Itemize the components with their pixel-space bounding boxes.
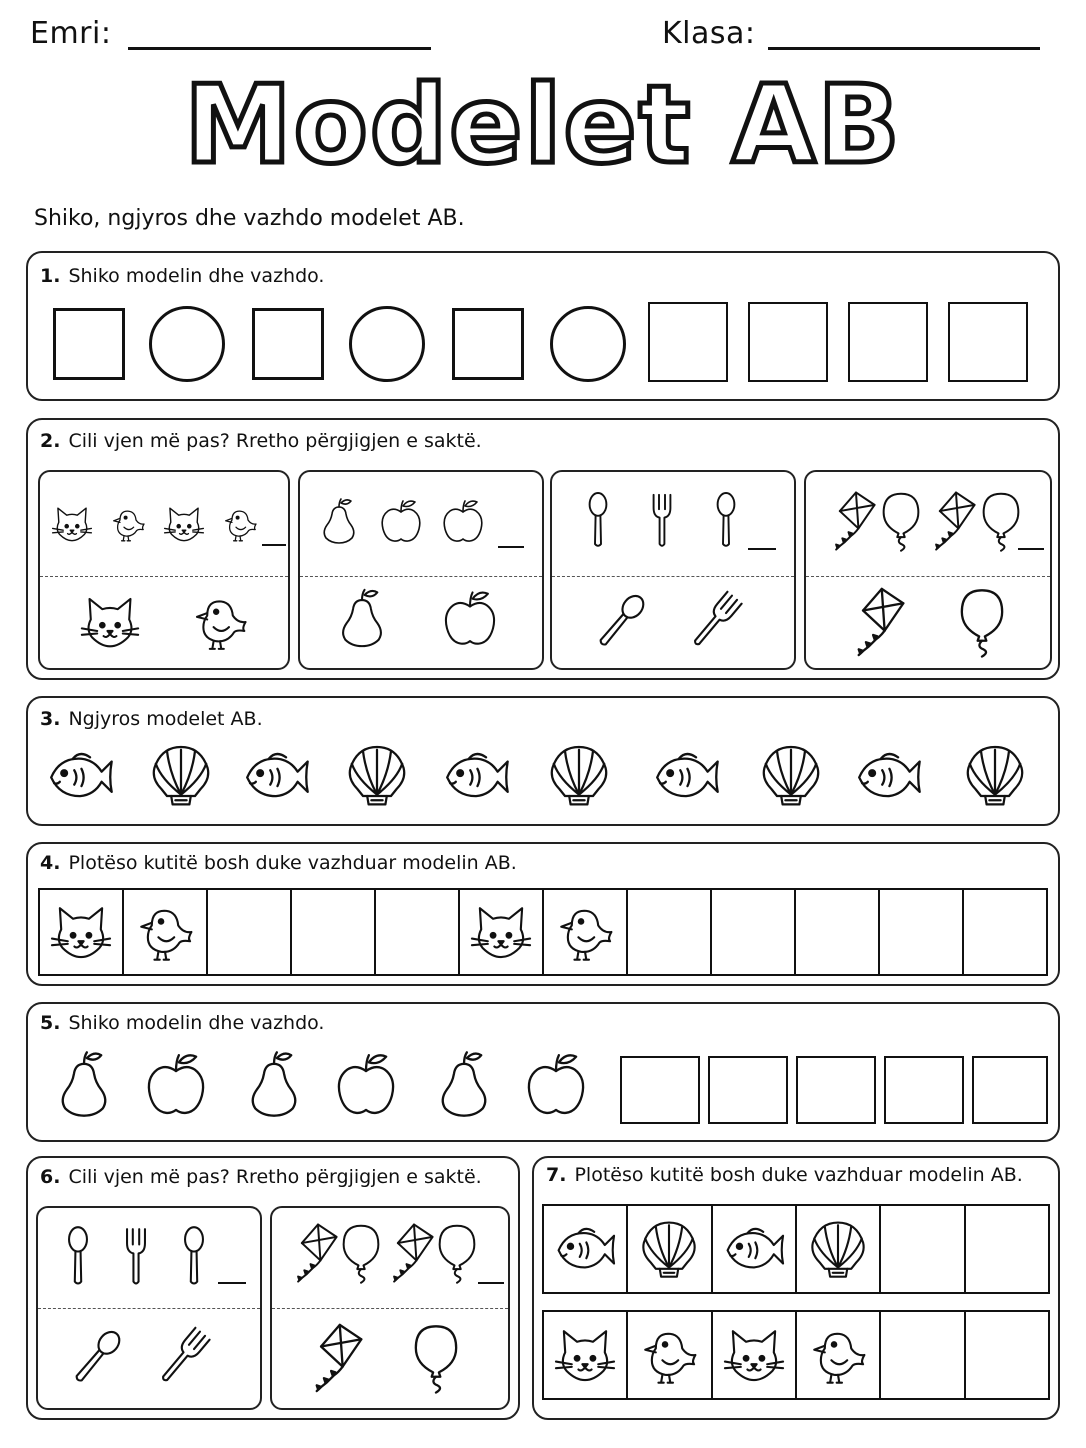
circle-shape [550,306,626,382]
spoon-icon [696,490,756,550]
fork-icon[interactable] [682,588,748,654]
answer-blank[interactable] [478,1282,504,1284]
section-1-panel [26,251,1060,401]
empty-answer-box[interactable] [880,890,964,974]
square-shape [452,308,524,380]
section-2-question [40,430,482,452]
bird-icon[interactable] [188,590,252,654]
section-5-text: Shiko modelin dhe vazhdo. [68,1012,325,1034]
pattern-cell [628,1206,712,1292]
empty-answer-box[interactable] [964,890,1046,974]
pear-icon [48,1048,120,1120]
square-shape [252,308,324,380]
square-shape [53,308,125,380]
empty-answer-box[interactable] [966,1312,1048,1398]
dashed-divider [300,576,542,577]
answer-blank[interactable] [218,1282,246,1284]
spoon-icon [568,490,628,550]
instruction: Shiko, ngjyros dhe vazhdo modelet AB. [34,206,465,231]
empty-answer-box[interactable] [628,890,712,974]
fish-icon[interactable] [852,740,924,812]
dashed-divider [552,576,794,577]
fish-icon [552,1216,618,1282]
section-3-text: Ngjyros modelet AB. [68,708,263,730]
pattern-cell [544,1206,628,1292]
fish-icon[interactable] [44,740,116,812]
fish-icon[interactable] [650,740,722,812]
answer-blank[interactable] [748,548,776,550]
answer-box[interactable] [648,302,728,382]
bird-icon [552,899,618,965]
empty-answer-box[interactable] [208,890,292,974]
dashed-divider [806,576,1050,577]
answer-box[interactable] [848,302,928,382]
cat-icon [48,899,114,965]
bird-icon [108,504,148,544]
page-title: Modelet AB [184,63,902,188]
kite-icon[interactable] [298,1322,370,1394]
section-5-question [40,1012,324,1034]
choice-card [36,1206,262,1410]
shell-icon[interactable] [146,740,216,810]
pattern-row [542,1204,1050,1294]
fish-icon [721,1216,787,1282]
balloon-icon[interactable] [400,1322,472,1394]
circle-shape [349,306,425,382]
cat-icon [721,1322,787,1388]
choice-card [38,470,290,670]
pattern-cell [713,1206,797,1292]
section-5-number: 5. [40,1012,61,1034]
section-6-panel [26,1156,520,1420]
pear-icon [428,1048,500,1120]
pear-icon [314,496,364,546]
cat-icon [50,502,94,546]
bird-icon [636,1322,702,1388]
dashed-divider [272,1308,508,1309]
section-6-number: 6. [40,1166,61,1188]
section-6-text: Cili vjen më pas? Rretho përgjigjen e saktë. [68,1166,482,1188]
bird-icon [220,504,260,544]
empty-answer-box[interactable] [881,1312,965,1398]
fish-icon[interactable] [240,740,312,812]
section-7-text: Plotëso kutitë bosh duke vazhduar modelin AB. [574,1164,1023,1186]
spoon-icon [162,1224,226,1288]
answer-blank[interactable] [498,546,524,548]
spoon-icon [46,1224,110,1288]
empty-answer-box[interactable] [712,890,796,974]
answer-box[interactable] [620,1056,700,1124]
pattern-cell [544,1312,628,1398]
answer-box[interactable] [748,302,828,382]
section-3-number: 3. [40,708,61,730]
empty-answer-box[interactable] [966,1206,1048,1292]
class-line[interactable] [768,47,1040,50]
fork-icon [104,1224,168,1288]
section-3-question [40,708,263,730]
pattern-cell [124,890,208,974]
class-label: Klasa: [662,16,756,51]
pattern-cell [40,890,124,974]
section-4-panel [26,842,1060,986]
shell-icon[interactable] [960,740,1030,810]
answer-blank[interactable] [262,544,286,546]
name-line[interactable] [128,47,431,50]
section-1-number: 1. [40,265,61,287]
answer-box[interactable] [948,302,1028,382]
choice-card [804,470,1052,670]
balloon-icon [426,1222,488,1284]
pattern-row [38,888,1048,976]
pattern-cell [460,890,544,974]
pear-icon [238,1048,310,1120]
section-4-number: 4. [40,852,61,874]
section-5-panel [26,1002,1060,1142]
balloon-icon [970,490,1032,552]
pattern-cell [544,890,628,974]
pattern-cell [713,1312,797,1398]
section-7-number: 7. [546,1164,567,1186]
pattern-cell [797,1312,881,1398]
apple-icon [140,1048,212,1120]
section-2-panel [26,418,1060,680]
section-1-text: Shiko modelin dhe vazhdo. [68,265,325,287]
bird-icon [805,1322,871,1388]
cat-icon [468,899,534,965]
name-label: Emri: [30,16,112,51]
fork-icon [632,490,692,550]
section-7-question [546,1164,1023,1186]
dashed-divider [38,1308,260,1309]
section-3-panel [26,696,1060,826]
empty-answer-box[interactable] [376,890,460,974]
cat-icon[interactable] [78,590,142,654]
shell-icon[interactable] [544,740,614,810]
cat-icon [162,502,206,546]
shell-icon[interactable] [342,740,412,810]
bird-icon [132,899,198,965]
fork-icon[interactable] [150,1324,216,1390]
circle-shape [149,306,225,382]
answer-box[interactable] [796,1056,876,1124]
kite-icon[interactable] [840,586,912,658]
choice-card [550,470,796,670]
answer-blank[interactable] [1018,548,1044,550]
answer-box[interactable] [884,1056,964,1124]
fish-icon[interactable] [440,740,512,812]
answer-box[interactable] [972,1056,1048,1124]
section-7-panel [532,1156,1060,1420]
shell-icon [636,1216,702,1282]
shell-icon[interactable] [756,740,826,810]
spoon-icon[interactable] [588,588,654,654]
apple-icon [330,1048,402,1120]
section-6-question [40,1166,482,1188]
pattern-cell [628,1312,712,1398]
apple-icon [376,496,426,546]
pear-icon[interactable] [330,586,394,650]
section-4-question [40,852,517,874]
section-1-question [40,265,324,287]
empty-answer-box[interactable] [292,890,376,974]
empty-answer-box[interactable] [796,890,880,974]
answer-box[interactable] [708,1056,788,1124]
spoon-icon[interactable] [64,1324,130,1390]
section-2-number: 2. [40,430,61,452]
section-2-text: Cili vjen më pas? Rretho përgjigjen e saktë. [68,430,482,452]
shell-icon [805,1216,871,1282]
pattern-row [542,1310,1050,1400]
dashed-divider [40,576,288,577]
choice-card [270,1206,510,1410]
empty-answer-box[interactable] [881,1206,965,1292]
cat-icon [552,1322,618,1388]
apple-icon [438,496,488,546]
choice-card [298,470,544,670]
section-4-text: Plotëso kutitë bosh duke vazhduar modelin AB. [68,852,517,874]
apple-icon [520,1048,592,1120]
apple-icon[interactable] [438,586,502,650]
balloon-icon[interactable] [946,586,1018,658]
pattern-cell [797,1206,881,1292]
